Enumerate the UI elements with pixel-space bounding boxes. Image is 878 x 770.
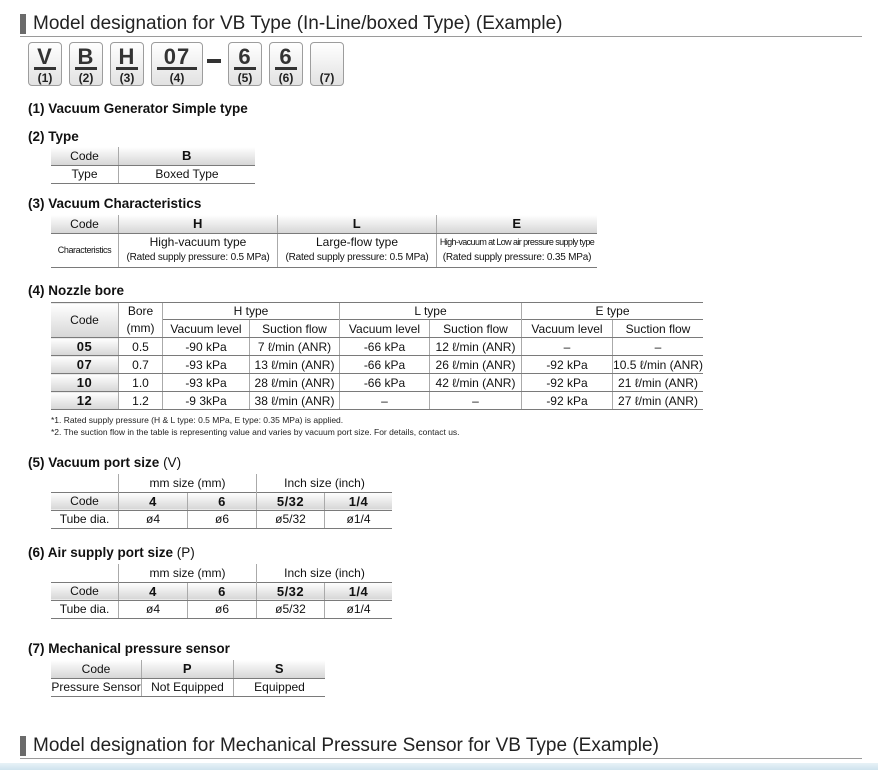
type-code: B xyxy=(119,147,256,165)
pressure-sensor-table xyxy=(51,660,325,697)
l-flow: 12 ℓ/min (ANR) xyxy=(430,338,522,356)
section-5-suffix: (V) xyxy=(163,455,182,470)
sensor-value: Equipped xyxy=(234,678,326,696)
e-vacuum: -92 kPa xyxy=(522,374,613,392)
model-index: (6) xyxy=(278,71,294,85)
air-supply-port-table xyxy=(51,564,392,619)
l-vacuum: -66 kPa xyxy=(340,374,430,392)
e-flow: 27 ℓ/min (ANR) xyxy=(613,392,704,410)
port-code: 4 xyxy=(119,582,188,600)
tube-value: ø6 xyxy=(188,510,257,528)
title-divider xyxy=(20,36,862,37)
type-table xyxy=(51,147,255,184)
sensor-value: Not Equipped xyxy=(142,678,234,696)
h-flow: 13 ℓ/min (ANR) xyxy=(250,356,340,374)
model-box-6 xyxy=(269,42,303,86)
footnote-2: *2. The suction flow in the table is representing value and varies by vacuum port size. For details, contact us. xyxy=(51,427,460,437)
sub-header: Vacuum level xyxy=(163,320,250,338)
section-3-title: (3) Vacuum Characteristics xyxy=(28,196,202,211)
group-e: E type xyxy=(522,303,704,320)
h-vacuum: -90 kPa xyxy=(163,338,250,356)
bore-code: 10 xyxy=(51,374,119,392)
h-flow: 7 ℓ/min (ANR) xyxy=(250,338,340,356)
model-index: (2) xyxy=(78,71,94,85)
tube-value: ø4 xyxy=(119,510,188,528)
h-vacuum: -9 3kPa xyxy=(163,392,250,410)
char-label: Characteristics xyxy=(51,233,119,267)
type-label: Type xyxy=(51,165,119,183)
char-code-h: H xyxy=(119,215,278,233)
tube-label: Tube dia. xyxy=(51,510,119,528)
page-title: Model designation for VB Type (In-Line/boxed Type) (Example) xyxy=(33,13,563,34)
model-code: 6 xyxy=(279,44,293,69)
sub-header: Suction flow xyxy=(430,320,522,338)
tube-label: Tube dia. xyxy=(51,600,119,618)
model-box-1 xyxy=(28,42,62,86)
model-box-5 xyxy=(228,42,262,86)
h-flow: 38 ℓ/min (ANR) xyxy=(250,392,340,410)
mm-size-label: mm size (mm) xyxy=(119,564,257,582)
h-vacuum: -93 kPa xyxy=(163,374,250,392)
section-6-suffix: (P) xyxy=(176,545,195,560)
tube-value: ø4 xyxy=(119,600,188,618)
port-code: 5/32 xyxy=(257,492,325,510)
section-1-title: (1) Vacuum Generator Simple type xyxy=(28,101,248,116)
page-footer-band xyxy=(0,763,878,770)
inch-size-label: Inch size (inch) xyxy=(257,564,393,582)
model-index: (7) xyxy=(319,71,335,85)
code-label: Code xyxy=(51,303,119,338)
sub-header: Suction flow xyxy=(613,320,704,338)
char-code-e: E xyxy=(437,215,598,233)
sub-header: Suction flow xyxy=(250,320,340,338)
tube-value: ø1/4 xyxy=(325,600,393,618)
model-box-3 xyxy=(110,42,144,86)
port-code: 4 xyxy=(119,492,188,510)
group-h: H type xyxy=(163,303,340,320)
l-vacuum: – xyxy=(340,392,430,410)
char-e-line2: (Rated supply pressure: 0.35 MPa) xyxy=(442,252,592,263)
e-vacuum: -92 kPa xyxy=(522,356,613,374)
port-code: 5/32 xyxy=(257,582,325,600)
code-label: Code xyxy=(51,582,119,600)
type-value: Boxed Type xyxy=(119,165,256,183)
nozzle-bore-table xyxy=(51,302,703,410)
section-2-title: (2) Type xyxy=(28,129,79,144)
model-box-7 xyxy=(310,42,344,86)
footnote-1: *1. Rated supply pressure (H & L type: 0.5 MPa, E type: 0.35 MPa) is applied. xyxy=(51,415,344,425)
tube-value: ø1/4 xyxy=(325,510,393,528)
bore-value: 0.5 xyxy=(119,338,163,356)
char-l-line2: (Rated supply pressure: 0.5 MPa) xyxy=(285,252,429,263)
char-h-line1: High-vacuum type xyxy=(149,235,247,249)
model-index: (3) xyxy=(119,71,135,85)
char-code-l: L xyxy=(278,215,437,233)
section-6-title-text: (6) Air supply port size xyxy=(28,545,174,560)
char-l-line1: Large-flow type xyxy=(315,235,399,249)
section-4-title: (4) Nozzle bore xyxy=(28,283,125,298)
bore-value: 1.0 xyxy=(119,374,163,392)
l-flow: – xyxy=(430,392,522,410)
code-label: Code xyxy=(51,660,142,678)
model-code: H xyxy=(118,44,136,69)
sub-header: Vacuum level xyxy=(522,320,613,338)
sensor-code: S xyxy=(234,660,326,678)
bore-code: 05 xyxy=(51,338,119,356)
l-flow: 42 ℓ/min (ANR) xyxy=(430,374,522,392)
e-vacuum: – xyxy=(522,338,613,356)
tube-value: ø6 xyxy=(188,600,257,618)
char-e-line1: High-vacuum at Low air pressure supply type xyxy=(439,237,595,247)
h-vacuum: -93 kPa xyxy=(163,356,250,374)
code-label: Code xyxy=(51,215,119,233)
section-5-title xyxy=(28,455,181,470)
model-box-2 xyxy=(69,42,103,86)
vacuum-characteristics-table xyxy=(51,215,597,268)
model-code: 6 xyxy=(238,44,252,69)
char-h-line2: (Rated supply pressure: 0.5 MPa) xyxy=(126,252,270,263)
l-vacuum: -66 kPa xyxy=(340,356,430,374)
heading-marker xyxy=(20,736,26,756)
model-box-4 xyxy=(151,42,203,86)
vacuum-port-table xyxy=(51,474,392,529)
table-row xyxy=(51,338,703,356)
l-vacuum: -66 kPa xyxy=(340,338,430,356)
e-flow: – xyxy=(613,338,704,356)
tube-value: ø5/32 xyxy=(257,600,325,618)
mm-size-label: mm size (mm) xyxy=(119,474,257,492)
bore-label: Bore xyxy=(119,303,163,320)
sub-header: Vacuum level xyxy=(340,320,430,338)
section-7-title: (7) Mechanical pressure sensor xyxy=(28,641,230,656)
port-code: 1/4 xyxy=(325,582,393,600)
section-5-title-text: (5) Vacuum port size xyxy=(28,455,160,470)
table-row xyxy=(51,374,703,392)
table-row xyxy=(51,356,703,374)
e-vacuum: -92 kPa xyxy=(522,392,613,410)
bore-code: 07 xyxy=(51,356,119,374)
bore-value: 0.7 xyxy=(119,356,163,374)
model-index: (5) xyxy=(237,71,253,85)
table-row xyxy=(51,392,703,410)
l-flow: 26 ℓ/min (ANR) xyxy=(430,356,522,374)
bore-value: 1.2 xyxy=(119,392,163,410)
tube-value: ø5/32 xyxy=(257,510,325,528)
port-code: 6 xyxy=(188,492,257,510)
sensor-code: P xyxy=(142,660,234,678)
code-label: Code xyxy=(51,147,119,165)
port-code: 6 xyxy=(188,582,257,600)
h-flow: 28 ℓ/min (ANR) xyxy=(250,374,340,392)
model-code: 07 xyxy=(163,44,191,69)
model-code: B xyxy=(77,44,95,69)
title-divider xyxy=(20,758,862,759)
model-code: V xyxy=(37,44,53,69)
sensor-label: Pressure Sensor xyxy=(51,680,141,694)
inch-size-label: Inch size (inch) xyxy=(257,474,393,492)
heading-marker xyxy=(20,14,26,34)
section-6-title xyxy=(28,545,195,560)
code-label: Code xyxy=(51,492,119,510)
group-l: L type xyxy=(340,303,522,320)
bore-code: 12 xyxy=(51,392,119,410)
bore-unit: (mm) xyxy=(119,320,163,338)
model-index: (4) xyxy=(169,71,185,85)
section-title-2: Model designation for Mechanical Pressure Sensor for VB Type (Example) xyxy=(33,735,659,756)
e-flow: 10.5 ℓ/min (ANR) xyxy=(613,357,703,372)
port-code: 1/4 xyxy=(325,492,393,510)
e-flow: 21 ℓ/min (ANR) xyxy=(613,374,704,392)
model-index: (1) xyxy=(37,71,53,85)
model-separator xyxy=(207,59,221,63)
